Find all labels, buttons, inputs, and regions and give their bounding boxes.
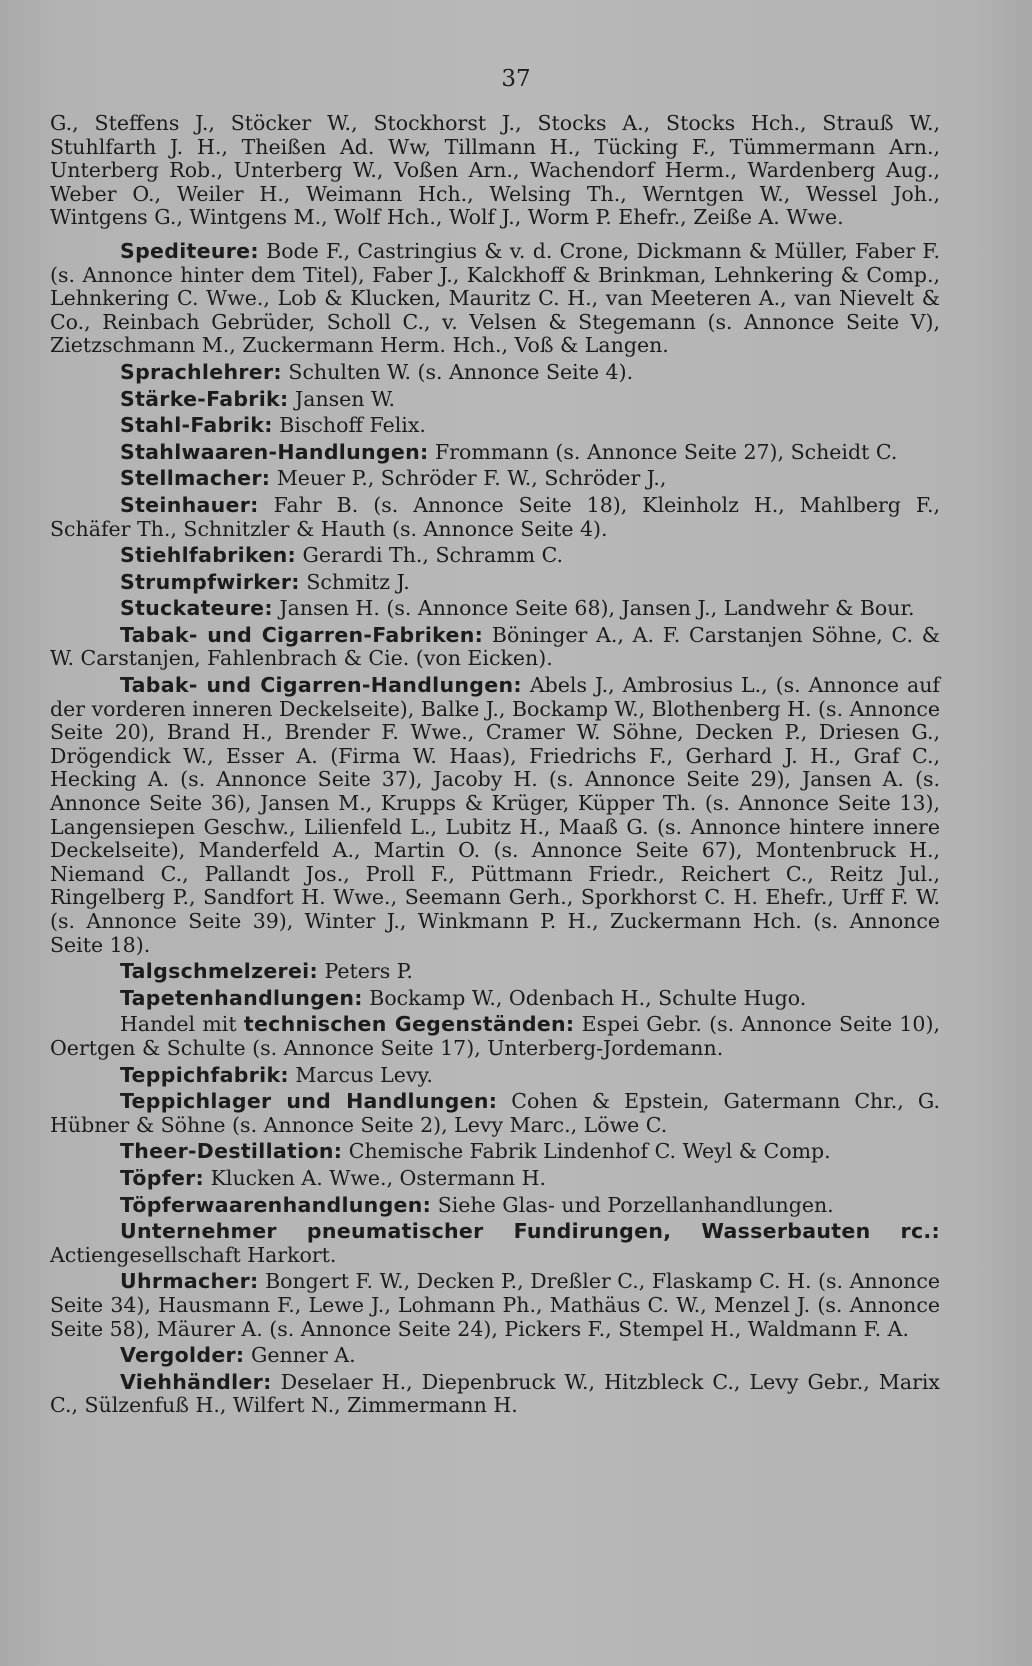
- entry-text: Chemische Fabrik Lindenhof C. Weyl & Comp.: [348, 1139, 831, 1164]
- entry-stellmacher: [50, 467, 940, 491]
- entry-heading: Tapetenhandlungen:: [120, 985, 363, 1010]
- entry-text: Bischoff Felix.: [279, 413, 426, 438]
- entry-heading: Stahl-Fabrik:: [120, 413, 273, 438]
- entry-heading: Stiehlfabriken:: [120, 543, 296, 568]
- entry-stahl-fabrik: [50, 414, 940, 438]
- entry-heading: Talgschmelzerei:: [120, 959, 318, 984]
- entry-stiehlfabriken: [50, 544, 940, 568]
- entry-heading: Tabak- und Cigarren-Fabriken:: [120, 622, 484, 647]
- entry-text: Böninger A., A. F. Carstanjen Söhne, C. & W. Carstanjen, Fahlenbrach & Cie. (von Eicken).: [50, 622, 940, 671]
- entry-teppichfabrik: [50, 1064, 940, 1088]
- entry-text: Fahr B. (s. Annonce Seite 18), Kleinholz H., Mahlberg F., Schäfer Th., Schnitzler & Hauth (s. Annonce Seite 4).: [50, 492, 940, 541]
- entry-text: Frommann (s. Annonce Seite 27), Scheidt C.: [435, 439, 898, 464]
- entry-vergolder: [50, 1344, 940, 1368]
- entry-lead: Handel mit: [120, 1012, 237, 1037]
- entry-unternehmer-fundirungen: [50, 1220, 940, 1267]
- entry-text: Schulten W. (s. Annonce Seite 4).: [288, 359, 634, 384]
- entry-heading: Vergolder:: [120, 1343, 245, 1368]
- entry-stuckateure: [50, 597, 940, 621]
- entry-heading: technischen Gegenständen:: [243, 1012, 575, 1037]
- entry-strumpfwirker: [50, 571, 940, 595]
- entry-heading: Teppichfabrik:: [120, 1062, 289, 1087]
- entry-text: Meuer P., Schröder F. W., Schröder J.,: [276, 466, 667, 491]
- entry-text: Cohen & Epstein, Gatermann Chr., G. Hübner & Söhne (s. Annonce Seite 2), Levy Marc., Löwe C.: [50, 1089, 940, 1137]
- entry-heading: Stärke-Fabrik:: [120, 386, 289, 411]
- entry-text: Gerardi Th., Schramm C.: [302, 543, 564, 568]
- entry-text: Espei Gebr. (s. Annonce Seite 10), Oertgen & Schulte (s. Annonce Seite 17), Unterberg-Jordemann.: [50, 1012, 940, 1060]
- entry-talgschmelzerei: [50, 960, 940, 984]
- entry-text: Schmitz J.: [306, 569, 410, 594]
- entry-tabak-cigarren-fabriken: [50, 624, 940, 671]
- entry-heading: Sprachlehrer:: [120, 359, 282, 384]
- entry-toepferwaarenhandlungen: [50, 1194, 940, 1218]
- entry-staerke-fabrik: [50, 388, 940, 412]
- entry-theer-destillation: [50, 1140, 940, 1164]
- entry-heading: Stahlwaaren-Handlungen:: [120, 439, 429, 464]
- entry-tapetenhandlungen: [50, 987, 940, 1011]
- entry-toepfer: [50, 1167, 940, 1191]
- entry-text: Siehe Glas- und Porzellanhandlungen.: [437, 1192, 834, 1217]
- entry-sprachlehrer: [50, 361, 940, 385]
- entry-text: G., Steffens J., Stöcker W., Stockhorst J., Stocks A., Stocks Hch., Strauß W., Stuhlfarth J. H., Theißen Ad. Ww, Tillmann H., Tücking F., Tümmermann Arn., Unterberg Rob., Unterberg W., Voßen Arn., Wachendorf Herm., Wardenberg Aug., Weber O., Weiler H., Weimann Hch., Welsing Th., Werntgen W., Wessel Joh., Wintgens G., Wintgens M., Wolf Hch., Wolf J., Worm P. Ehefr., Zeiße A. Wwe.: [50, 111, 940, 230]
- entry-heading: Stuckateure:: [120, 596, 273, 621]
- entry-heading: Uhrmacher:: [120, 1269, 259, 1294]
- entry-heading: Tabak- und Cigarren-Handlungen:: [120, 673, 522, 698]
- page-number: 37: [501, 66, 531, 92]
- entry-text: Klucken A. Wwe., Ostermann H.: [210, 1165, 547, 1190]
- entry-heading: Unternehmer pneumatischer Fundirungen, Wasserbauten rc.:: [120, 1219, 940, 1244]
- entry-text: Abels J., Ambrosius L., (s. Annonce auf der vorderen inneren Deckelseite), Balke J., Bockamp W., Blothenberg H. (s. Annonce Seite 20), Brand H., Brender F. Wwe., Cramer W. Söhne, Decken P., Driesen G., Drögendick W., Esser A. (Firma W. Haas), Friedrichs F., Gerhard J. H., Graf C., Hecking A. (s. Annonce Seite 37), Jacoby H. (s. Annonce Seite 29), Jansen A. (s. Annonce Seite 36), Jansen M., Krupps & Krüger, Küpper Th. (s. Annonce Seite 13), Langensiepen Geschw., Lilienfeld L., Lubitz H., Maaß G. (s. Annonce hintere innere Deckelseite), Manderfeld A., Martin O. (s. Annonce Seite 67), Montenbruck H., Niemand C., Pallandt Jos., Proll F., Püttmann Friedr., Reichert C., Reitz Jul., Ringelberg P., Sandfort H. Wwe., Seemann Gerh., Sporkhorst C. H. Ehefr., Urff F. W. (s. Annonce Seite 39), Winter J., Winkmann P. H., Zuckermann Hch. (s. Annonce Seite 18).: [50, 673, 940, 957]
- entry-heading: Strumpfwirker:: [120, 569, 300, 594]
- entry-heading: Teppichlager und Handlungen:: [120, 1089, 498, 1114]
- entry-text: Bongert F. W., Decken P., Dreßler C., Flaskamp C. H. (s. Annonce Seite 34), Hausmann F., Lewe J., Lohmann Ph., Mathäus C. W., Menzel J. (s. Annonce Seite 58), Mäurer A. (s. Annonce Seite 24), Pickers F., Stempel H., Waldmann F. A.: [50, 1269, 940, 1341]
- entry-uhrmacher: [50, 1270, 940, 1341]
- entry-viehhaendler: [50, 1371, 940, 1418]
- entry-text: Bockamp W., Odenbach H., Schulte Hugo.: [369, 985, 807, 1010]
- entry-heading: Töpfer:: [120, 1165, 205, 1190]
- entry-spediteure: [50, 240, 940, 358]
- entry-heading: Stellmacher:: [120, 466, 271, 491]
- entry-heading: Spediteure:: [120, 238, 259, 263]
- entry-stahlwaaren-handlungen: [50, 441, 940, 465]
- entry-tabak-cigarren-handlungen: [50, 674, 940, 957]
- entry-text: Peters P.: [324, 959, 413, 984]
- entry-text: Genner A.: [250, 1343, 356, 1368]
- entry-technische-gegenstaende: [50, 1013, 940, 1060]
- entry-text: Actiengesellschaft Harkort.: [50, 1242, 337, 1267]
- entry-steinhauer: [50, 494, 940, 541]
- entry-text: Jansen H. (s. Annonce Seite 68), Jansen J., Landwehr & Bour.: [279, 596, 915, 621]
- entry-heading: Viehhändler:: [120, 1369, 272, 1394]
- entry-text: Deselaer H., Diepenbruck W., Hitzbleck C., Levy Gebr., Marix C., Sülzenfuß H., Wilfert N., Zimmermann H.: [50, 1369, 940, 1418]
- entry-continuation: [50, 112, 940, 230]
- entries-list: [50, 112, 940, 1421]
- entry-teppichlager: [50, 1090, 940, 1137]
- entry-heading: Steinhauer:: [120, 492, 259, 517]
- entry-text: Bode F., Castringius & v. d. Crone, Dickmann & Müller, Faber F. (s. Annonce hinter dem Titel), Faber J., Kalckhoff & Brinkman, Lehnkering & Comp., Lehnkering C. Wwe., Lob & Klucken, Mauritz C. H., van Meeteren A., van Nievelt & Co., Reinbach Gebrüder, Scholl C., v. Velsen & Stegemann (s. Annonce Seite V), Zietzschmann M., Zuckermann Herm. Hch., Voß & Langen.: [50, 238, 940, 358]
- entry-text: Marcus Levy.: [295, 1062, 433, 1087]
- entry-text: Jansen W.: [295, 386, 396, 411]
- entry-heading: Theer-Destillation:: [120, 1139, 343, 1164]
- entry-heading: Töpferwaarenhandlungen:: [120, 1192, 432, 1217]
